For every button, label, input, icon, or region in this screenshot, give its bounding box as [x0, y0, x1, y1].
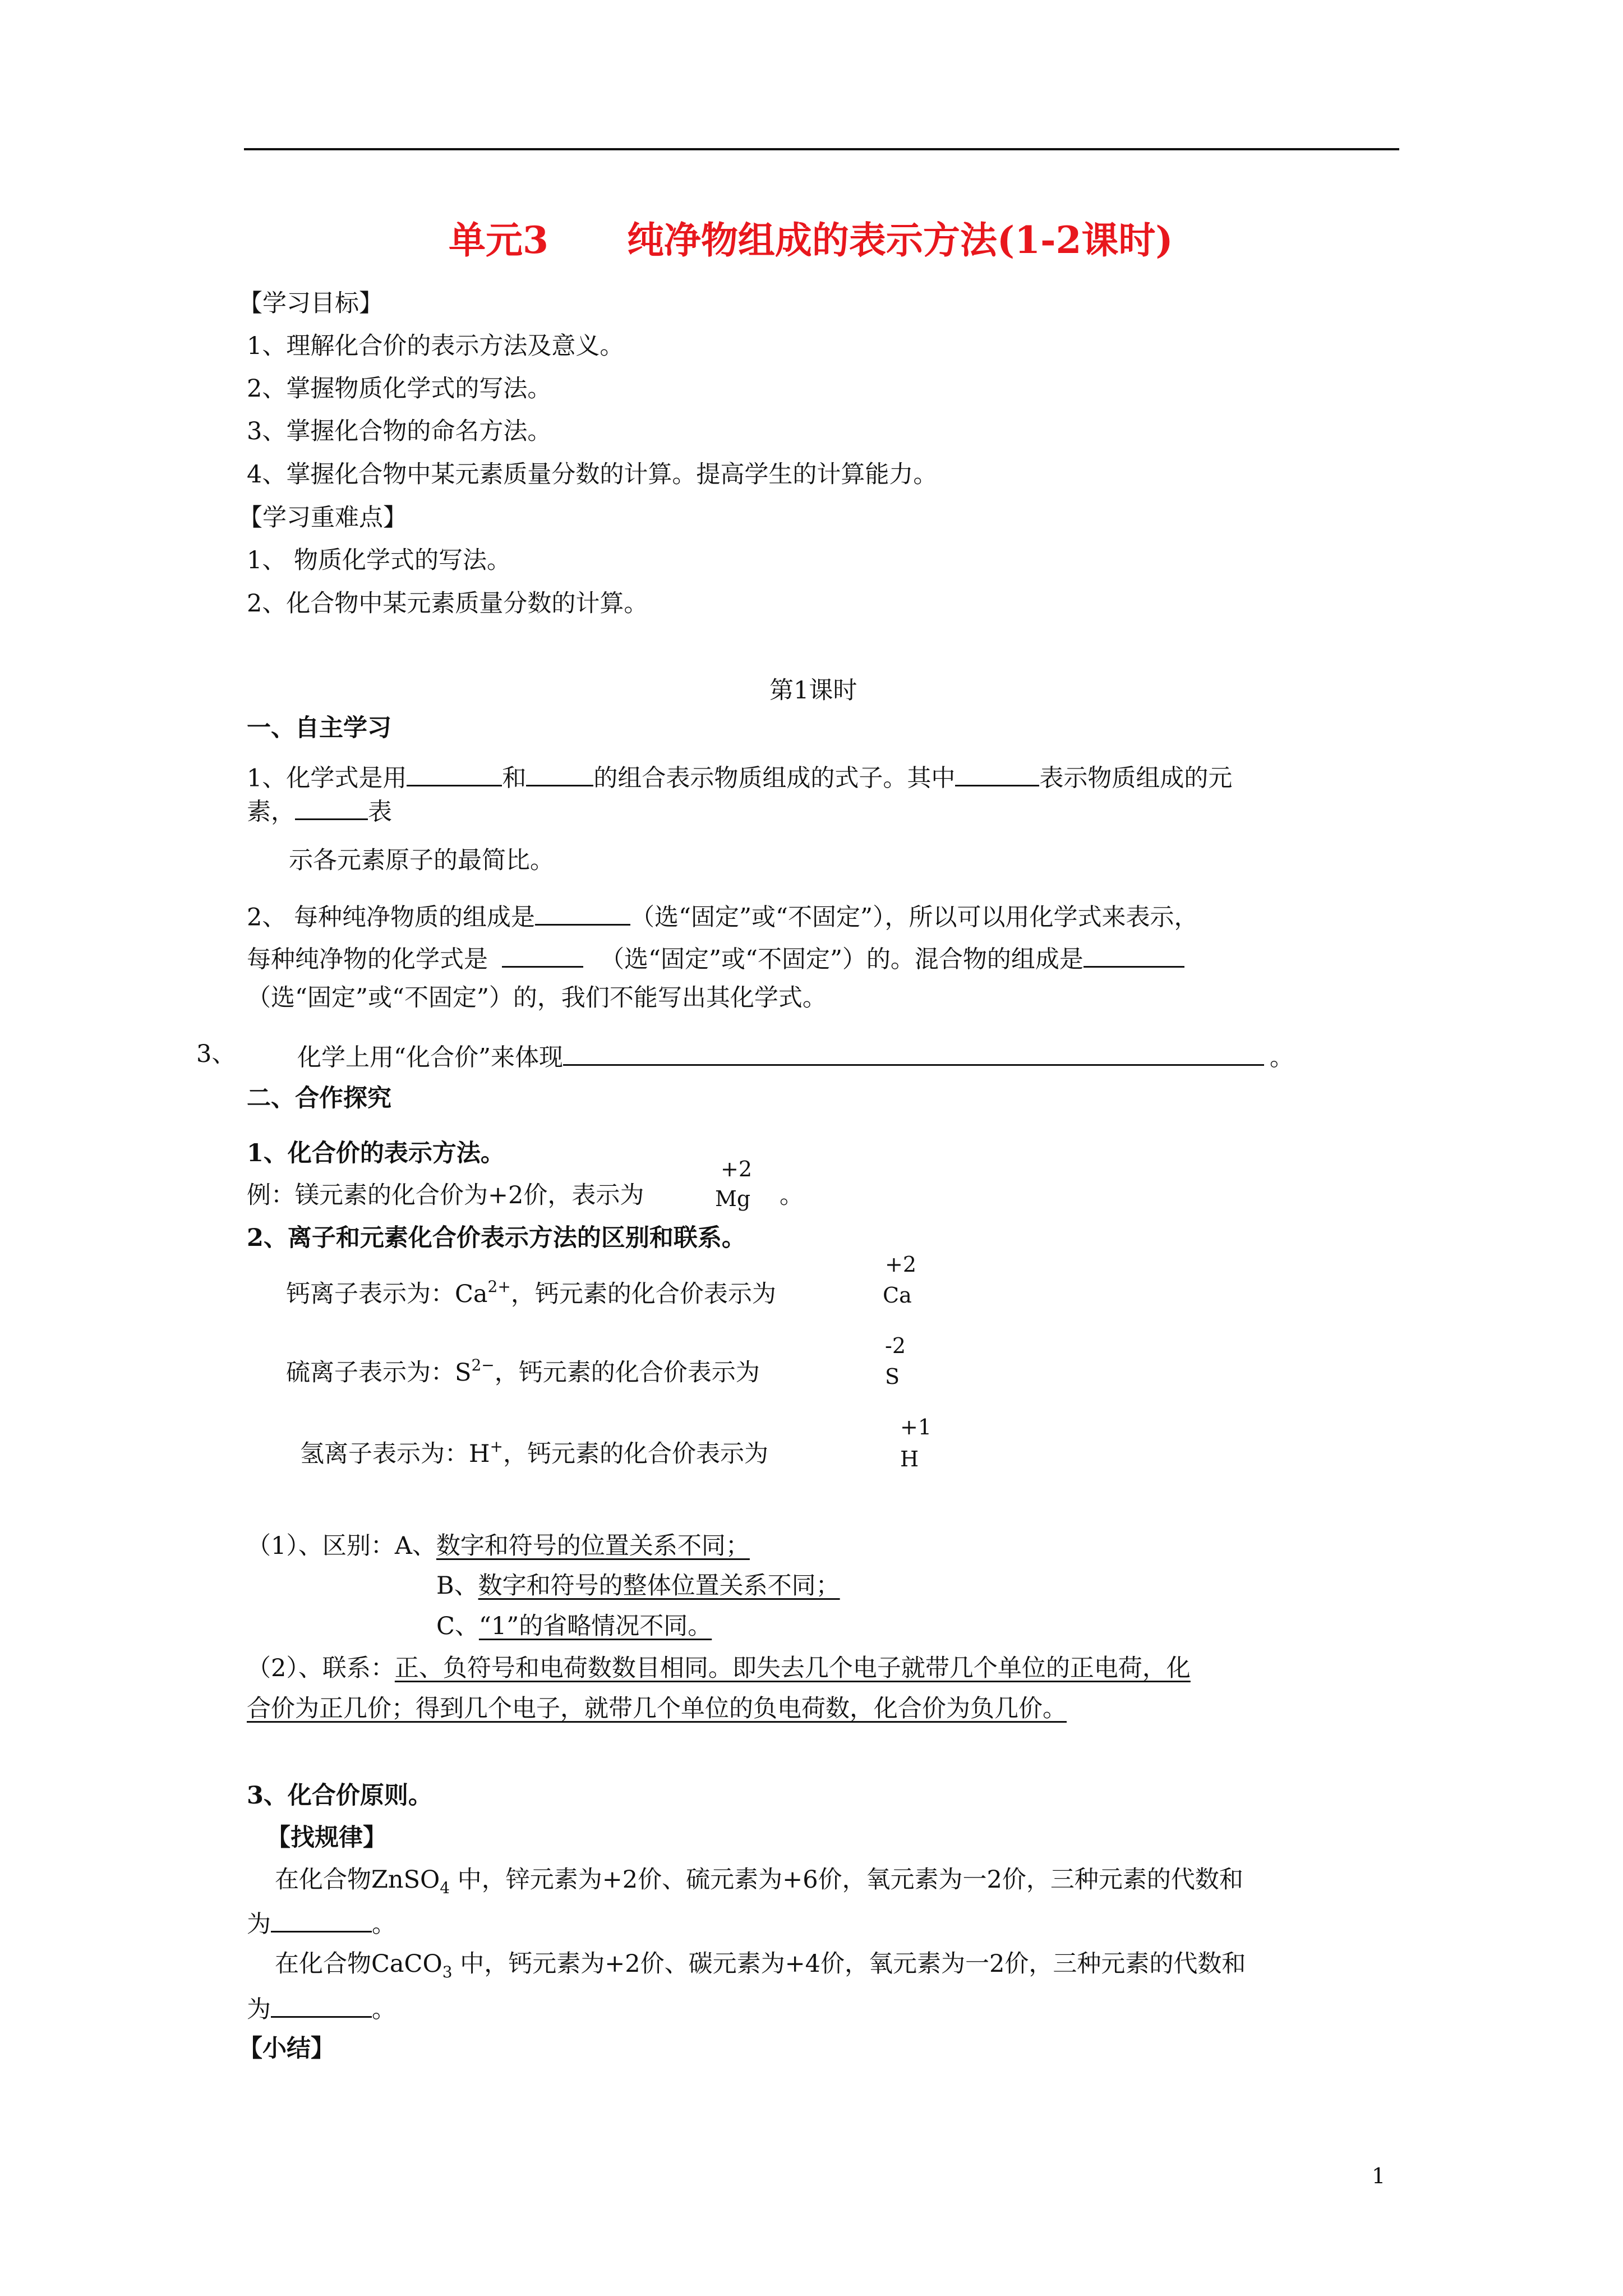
key-point-1: 1、 物质化学式的写法。 [247, 546, 511, 574]
subsection-3-heading: 3、化合价原则。 [247, 1782, 432, 1810]
valence-value: +2 [885, 1252, 917, 1277]
subsection-1-heading: 1、化合价的表示方法。 [247, 1139, 505, 1167]
difference-b: B、数字和符号的整体位置关系不同； [436, 1572, 840, 1600]
question-1-line1: 1、化学式是用 和 的组合表示物质组成的式子。其中 表示物质组成的元 [247, 763, 1232, 791]
objectives-heading: 【学习目标】 [238, 289, 383, 318]
difference-a: （1）、区别：A、数字和符号的位置关系不同； [247, 1532, 750, 1560]
blank[interactable] [535, 902, 630, 926]
znso4-sentence: 在化合物ZnSO$_4$ 中，锌元素为+2价、硫元素为+6价，氧元素为一2价，三种元素的代数和 [275, 1866, 1243, 1897]
relation-line1: （2）、联系：正、负符号和电荷数数目相同。即失去几个电子就带几个单位的正电荷，化 [247, 1654, 1191, 1682]
question-2-line2: 每种纯净物的化学式是 （选“固定”或“不固定”）的。混合物的组成是 [247, 944, 1184, 972]
valence-example: 例：镁元素的化合价为+2价，表示为 [247, 1181, 644, 1209]
question-3: 化学上用“化合价”来体现 。 [297, 1042, 1294, 1070]
header-rule [244, 148, 1399, 150]
page-number: 1 [1372, 2164, 1386, 2188]
objective-3: 3、掌握化合物的命名方法。 [247, 417, 552, 445]
element-symbol: H [900, 1447, 919, 1471]
difference-c: C、“1”的省略情况不同。 [436, 1612, 712, 1640]
caco3-answer: 为 。 [247, 1994, 396, 2022]
key-point-2: 2、化合物中某元素质量分数的计算。 [247, 590, 648, 618]
valence-value: +1 [900, 1415, 932, 1439]
element-symbol: Mg [715, 1186, 751, 1211]
element-symbol: S [885, 1364, 900, 1389]
valence-value: +2 [721, 1157, 753, 1181]
relation-line2: 合价为正几价；得到几个电子，就带几个单位的负电荷数，化合价为负几价。 [247, 1695, 1067, 1723]
subsection-2-heading: 2、离子和元素化合价表示方法的区别和联系。 [247, 1224, 746, 1252]
blank[interactable] [271, 1994, 372, 2018]
question-1-line3: 示各元素原子的最简比。 [289, 846, 554, 875]
blank[interactable] [502, 944, 583, 968]
element-symbol: Ca [883, 1283, 912, 1308]
objective-1: 1、理解化合价的表示方法及意义。 [247, 332, 624, 360]
example-end: 。 [780, 1181, 804, 1209]
summary-heading: 【小结】 [238, 2035, 335, 2063]
lesson-label: 第1课时 [769, 677, 857, 705]
blank[interactable] [526, 763, 593, 786]
blank[interactable] [295, 797, 368, 820]
section2-heading: 二、合作探究 [247, 1084, 391, 1112]
ion-row-calcium: 钙离子表示为：$Ca^{2+}$，钙元素的化合价表示为 [286, 1277, 776, 1308]
blank[interactable] [407, 763, 502, 786]
question-3-number: 3、 [196, 1040, 236, 1068]
valence-value: -2 [885, 1333, 906, 1358]
blank[interactable] [563, 1042, 1264, 1066]
objective-2: 2、掌握物质化学式的写法。 [247, 375, 552, 403]
title-unit: 单元3 [449, 218, 548, 262]
page-title [449, 218, 1173, 262]
blank[interactable] [955, 763, 1039, 786]
section1-heading: 一、自主学习 [247, 714, 391, 742]
ion-row-sulfur: 硫离子表示为：$S^{2-}$，钙元素的化合价表示为 [286, 1356, 760, 1387]
znso4-answer: 为 。 [247, 1909, 396, 1937]
title-name: 纯净物组成的表示方法(1-2课时) [626, 218, 1173, 262]
blank[interactable] [271, 1909, 372, 1932]
key-points-heading: 【学习重难点】 [238, 504, 407, 532]
caco3-sentence: 在化合物CaCO$_3$ 中，钙元素为+2价、碳元素为+4价，氧元素为一2价，三种元素的代数和 [275, 1950, 1246, 1981]
objective-4: 4、掌握化合物中某元素质量分数的计算。提高学生的计算能力。 [247, 461, 938, 489]
question-2-line1: 2、 每种纯净物质的组成是 （选“固定”或“不固定”），所以可以用化学式来表示， [247, 902, 1198, 930]
question-2-line3: （选“固定”或“不固定”）的，我们不能写出其化学式。 [247, 984, 827, 1012]
find-rule-heading: 【找规律】 [266, 1824, 387, 1852]
ion-row-hydrogen: 氢离子表示为：H+，钙元素的化合价表示为 [300, 1437, 768, 1468]
blank[interactable] [1083, 944, 1184, 968]
question-1-line2: 素， 表 [247, 797, 392, 825]
